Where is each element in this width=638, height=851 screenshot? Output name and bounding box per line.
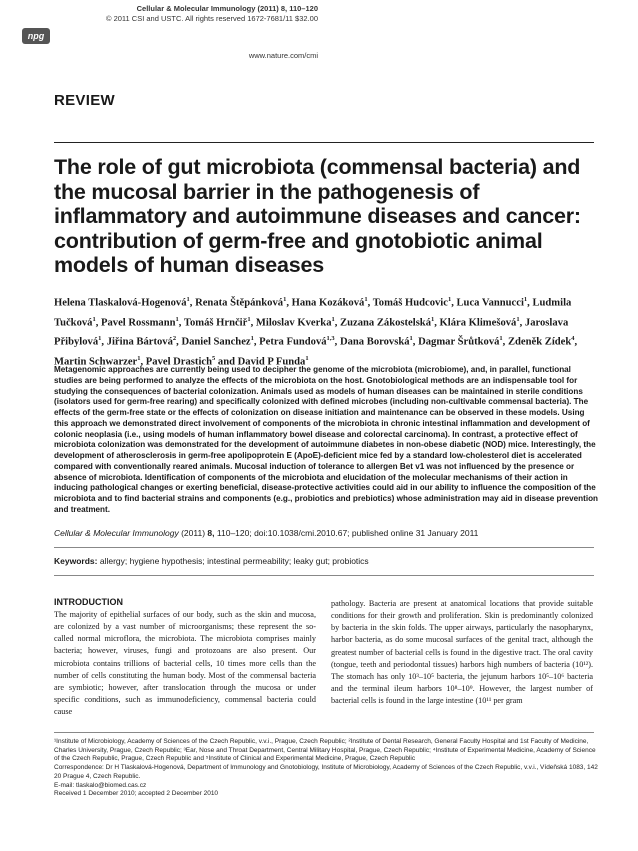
author-name: Martin Schwarzer (54, 356, 138, 368)
author-affiliation: 1 (431, 315, 435, 323)
article-title: The role of gut microbiota (commensal bacteria) and the mucosal barrier in the pathogenesis of inflammatory and autoimmune diseases and cancer: contribution of germ-free and gnotobiotic animal models of human diseases (54, 155, 581, 278)
section-label: REVIEW (54, 92, 115, 109)
author-name: Miloslav Kverka (255, 317, 332, 329)
author-name: Jiřina Bártová (106, 336, 173, 348)
author-name: Hana Kozáková (291, 297, 365, 309)
keywords-label: Keywords: (54, 556, 98, 566)
introduction-heading: INTRODUCTION (54, 597, 123, 607)
citation-journal: Cellular & Molecular Immunology (54, 528, 179, 538)
author-name: Dana Borovská (339, 336, 410, 348)
intro-right-column: pathology. Bacteria are present at anatomical locations that provide suitable conditions for their growth and proliferation. Skin is predominantly colonized by bacteria in the skin folds. The upper airways, particularly the nasopharynx, harbor bacteria, as do some mucosal surfaces of the genital tract, although the greatest number of bacterial cells is found in the digestive tract. The oral cavity (tongue, teeth and periodontal tissues) harbors high numbers of bacteria (10¹²). The stomach has only 10³–10⁵ bacteria, the jejunum harbors 10⁵–10⁶ bacteria and the terminal ileum harbors 10⁸–10⁹. However, the largest number of bacterial cells is found in the large intestine (10¹¹ per gram (331, 599, 593, 706)
author-list: Helena Tlaskalová-Hogenová$^1$, Renata Štěpánková$^1$, Hana Kozáková$^1$, Tomáš Hudcovic$^1$, Luca Vannucci$^1$, Ludmila Tučková$^1$, Pavel Rossmann$^1$, Tomáš Hrnčiř$^1$, Miloslav Kverka$^1$, Zuzana Zákostelská$^1$, Klára Klimešová$^1$, Jaroslava Přibylová$^1$, Jiřina Bártová$^2$, Daniel Sanchez$^1$, Petra Fundová$^{1,3}$, Dana Borovská$^1$, Dagmar Šrůtková$^1$, Zdeněk Zídek$^4$, Martin Schwarzer$^1$, Pavel Drastich$^5$ and David P Funda$^1$ (54, 296, 578, 368)
citation-details: 110–120; doi:10.1038/cmi.2010.67; published online 31 January 2011 (216, 528, 479, 538)
author-affiliation: 1 (516, 315, 520, 323)
author-name: Luca Vannucci (456, 297, 524, 309)
author-affiliation: 1 (331, 315, 335, 323)
author-name: Jaroslava Přibylová (54, 317, 569, 348)
author-affiliation: 1 (409, 335, 413, 343)
author-affiliation: 1 (137, 354, 141, 362)
author-name: Dagmar Šrůtková (418, 336, 500, 348)
author-affiliation: 1 (523, 296, 528, 303)
author-affiliation: 1 (186, 296, 190, 303)
author-name: Pavel Rossmann (101, 317, 176, 329)
abstract: Metagenomic approaches are currently being used to decipher the genome of the microbiota (microbiome), and, in parallel, functional studies are being performed to analyze the effects of the microbiota on the host. Gnotobiological methods are an indispensable tool for studying the consequences of bacterial colonization. Animals used as models of human diseases can be maintained in sterile conditions (isolators used for germ-free rearing) and specifically colonized with defined microbes (including non-cultivable commensal bacteria). The effects of the germ-free state or the effects of colonization on disease initiation and maintenance can be observed in these models. Using this approach we demonstrated direct involvement of components of the microbiota in chronic intestinal inflammation and development of colonic neoplasia (i.e., using models of human inflammatory bowel disease and colorectal carcinoma). In contrast, a protective effect of microbiota colonization was demonstrated for the development of autoimmune diabetes in non-obese diabetic (NOD) mice. Interestingly, the development of atherosclerosis in germ-free apolipoprotein E (ApoE)-deficient mice fed by a standard low-cholesterol diet is accelerated compared with conventionally reared animals. Mucosal induction of tolerance to allergen Bet v1 was not influenced by the presence or absence of microbiota. Identification of components of the microbiota and elucidation of the molecular mechanisms of their action in inducing pathological changes or exerting beneficial, disease-protective activities could aid in our ability to influence the composition of the microbiota and to find bacterial strains and components (e.g., probiotics and prebiotics) whose administration may aid in disease prevention and treatment. (54, 365, 599, 514)
keywords-line (54, 556, 599, 567)
author-affiliation: 1 (305, 354, 309, 362)
author-affiliation: 5 (212, 354, 216, 362)
author-name: Zdeněk Zídek (507, 336, 572, 348)
title-rule (54, 142, 594, 143)
keywords-top-rule (54, 547, 594, 548)
author-affiliation: 2 (172, 335, 177, 343)
journal-header (78, 4, 318, 24)
author-affiliation: 1 (499, 335, 503, 343)
author-affiliation: 1 (364, 296, 368, 303)
keywords-text: allergy; hygiene hypothesis; intestinal permeability; leaky gut; probiotics (99, 556, 369, 566)
journal-name: Cellular & Molecular Immunology (136, 4, 256, 13)
publisher-logo: npg (22, 28, 50, 44)
author-name: Tomáš Hudcovic (372, 297, 448, 309)
citation-volume: 8, (207, 528, 215, 538)
author-affiliation: 1 (283, 296, 287, 303)
affiliations: ¹Institute of Microbiology, Academy of Sciences of the Czech Republic, v.v.i., Prague, Czech Republic; ²Institute of Dental Research, General Faculty Hospital and 1st Faculty of Medicine, Charles University, Prague, Czech Republic; ³Ear, Nose and Throat Department, Central Military Hospital, Prague, Czech Republic; ⁴Institute of Experimental Medicine, Academy of Science of the Czech Republic, Prague, Czech Republic and ⁵Institute of Clinical and Experimental Medicine, Prague, Czech Republic (54, 738, 596, 763)
keywords-bottom-rule (54, 575, 594, 576)
citation-line (54, 528, 599, 539)
author-name: Renata Štěpánková (195, 297, 284, 309)
author-name: David P Funda (237, 356, 306, 368)
email[interactable]: E-mail: tlaskalo@biomed.cas.cz (54, 781, 147, 789)
footnote-rule (54, 732, 594, 733)
author-affiliation: 1 (447, 296, 452, 303)
journal-url[interactable]: www.nature.com/cmi (248, 51, 318, 60)
copyright-line: © 2011 CSI and USTC. All rights reserved 1672-7681/11 $32.00 (105, 14, 318, 23)
author-affiliation: 1,3 (326, 335, 335, 343)
author-affiliation: 1 (175, 315, 179, 323)
author-name: Pavel Drastich (145, 356, 212, 368)
author-affiliation: 1 (98, 335, 102, 343)
author-name: Zuzana Zákostelská (340, 317, 431, 329)
citation-year: (2011) (181, 528, 206, 538)
author-name: Klára Klimešová (439, 317, 517, 329)
author-name: Helena Tlaskalová-Hogenová (54, 297, 187, 309)
author-name: Petra Fundová (259, 336, 327, 348)
author-name: Daniel Sanchez (181, 336, 251, 348)
author-affiliation: 1 (250, 335, 254, 343)
author-name: Tomáš Hrnčiř (183, 317, 248, 329)
author-affiliation: 1 (92, 315, 96, 323)
journal-issue: (2011) 8, 110–120 (257, 4, 318, 13)
footnotes (54, 738, 599, 799)
intro-left-column: The majority of epithelial surfaces of our body, such as the skin and mucosa, are colonized by a vast number of microorganisms; these represent the so-called normal microflora, the microbiota. The microbiota comprises mainly bacteria; however, viruses, fungi and protozoans are also present. Our microbiota contains trillions of bacterial cells, 10 times more cells than the number of cells constituting the human body. Most of the commensal bacteria are symbiotic; however, after translocation through the mucosa or under specific conditions, such as immunodeficiency, commensal bacteria could cause (54, 610, 316, 717)
received-dates: Received 1 December 2010; accepted 2 December 2010 (54, 790, 219, 798)
author-affiliation: 4 (571, 335, 575, 343)
correspondence: Correspondence: Dr H Tlaskalová-Hogenová, Department of Immunology and Gnotobiology, Institute of Microbiology, Academy of Sciences of the Czech Republic, v.v.i., Vídeňská 1083, 142 20 Prague 4, Czech Republic. (54, 764, 598, 780)
author-affiliation: 1 (247, 315, 251, 323)
author-name: Ludmila Tučková (54, 297, 572, 329)
